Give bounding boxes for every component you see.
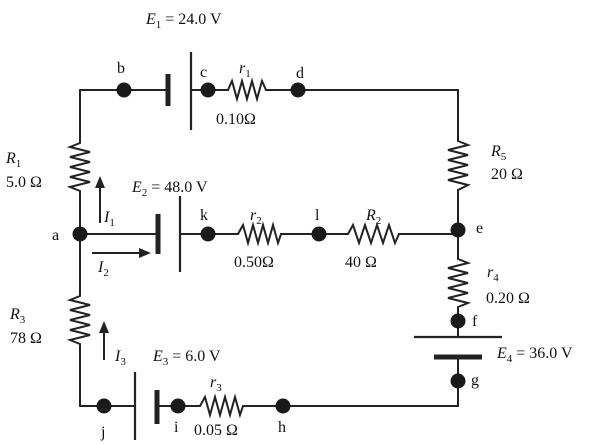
label-E4: $E_4 = 36.0$ V xyxy=(497,345,573,365)
node-label-i: i xyxy=(174,419,179,436)
resistor-R5 xyxy=(448,138,468,196)
current-arrow-I2 xyxy=(92,248,151,258)
node-label-c: c xyxy=(200,64,208,81)
label-R2-symbol: $R_2$ xyxy=(366,207,382,227)
label-r1-value: 0.10Ω xyxy=(216,111,256,128)
resistor-r4 xyxy=(448,256,468,310)
batteries xyxy=(135,52,502,440)
node-label-e: e xyxy=(476,220,484,237)
node-f xyxy=(451,314,466,329)
node-label-g: g xyxy=(471,372,479,389)
label-R2-value: 40 Ω xyxy=(345,254,377,271)
wire-d-to-R5 xyxy=(298,90,458,138)
node-label-f: f xyxy=(472,313,478,330)
node-a xyxy=(73,227,88,242)
node-d xyxy=(291,83,306,98)
node-i xyxy=(171,399,186,414)
resistor-r1 xyxy=(224,81,272,99)
node-labels xyxy=(52,60,483,441)
node-e xyxy=(451,223,466,238)
node-l xyxy=(312,227,327,242)
wire-R3-to-j xyxy=(80,347,104,406)
label-I2: $I_2$ xyxy=(98,259,109,279)
resistor-R1 xyxy=(70,140,90,194)
wire-h-to-g xyxy=(283,381,458,406)
battery-E4 xyxy=(414,337,502,357)
wires xyxy=(80,90,458,406)
resistor-r2 xyxy=(234,225,284,243)
label-R1-value: 5.0 Ω xyxy=(6,174,42,191)
node-j xyxy=(97,399,112,414)
node-label-h: h xyxy=(278,419,286,436)
node-label-a: a xyxy=(52,227,60,244)
label-R1-symbol: $R_1$ xyxy=(6,150,22,170)
node-label-l: l xyxy=(315,207,320,224)
node-k xyxy=(201,227,216,242)
resistor-R2 xyxy=(344,225,402,243)
label-E2: $E_2 = 48.0$ V xyxy=(132,179,208,199)
current-arrow-I3 xyxy=(99,321,109,360)
current-labels xyxy=(97,209,126,368)
battery-E2 xyxy=(158,196,180,272)
label-r2-value: 0.50Ω xyxy=(234,254,274,271)
node-label-j: j xyxy=(101,424,106,441)
battery-E1 xyxy=(168,52,191,130)
label-r4-value: 0.20 Ω xyxy=(486,290,530,307)
resistor-r3 xyxy=(196,397,246,415)
label-r4-symbol: $r_4$ xyxy=(487,264,499,284)
node-b xyxy=(117,83,132,98)
resistors xyxy=(70,81,468,415)
node-c xyxy=(201,83,216,98)
label-r3-value: 0.05 Ω xyxy=(194,422,238,439)
wire-a-to-b xyxy=(80,90,124,140)
nodes xyxy=(73,83,466,414)
label-E1: $E_1 = 24.0$ V xyxy=(146,11,222,31)
label-r1-symbol: $r_1$ xyxy=(239,60,251,80)
label-E3: $E_3 = 6.0$ V xyxy=(153,348,221,368)
node-h xyxy=(276,399,291,414)
node-label-k: k xyxy=(200,207,208,224)
node-label-d: d xyxy=(296,65,304,82)
label-R3-symbol: $R_3$ xyxy=(10,306,26,326)
label-I3: $I_3$ xyxy=(115,348,126,368)
label-r2-symbol: $r_2$ xyxy=(250,207,262,227)
label-r3-symbol: $r_3$ xyxy=(210,374,222,394)
label-R5-value: 20 Ω xyxy=(491,166,523,183)
resistor-R3 xyxy=(70,293,90,347)
node-g xyxy=(451,374,466,389)
battery-E3 xyxy=(135,372,157,440)
source-labels xyxy=(131,11,573,368)
label-R5-symbol: $R_5$ xyxy=(491,143,507,163)
label-R3-value: 78 Ω xyxy=(10,330,42,347)
label-I1: $I_1$ xyxy=(104,209,115,229)
node-label-b: b xyxy=(117,60,125,77)
